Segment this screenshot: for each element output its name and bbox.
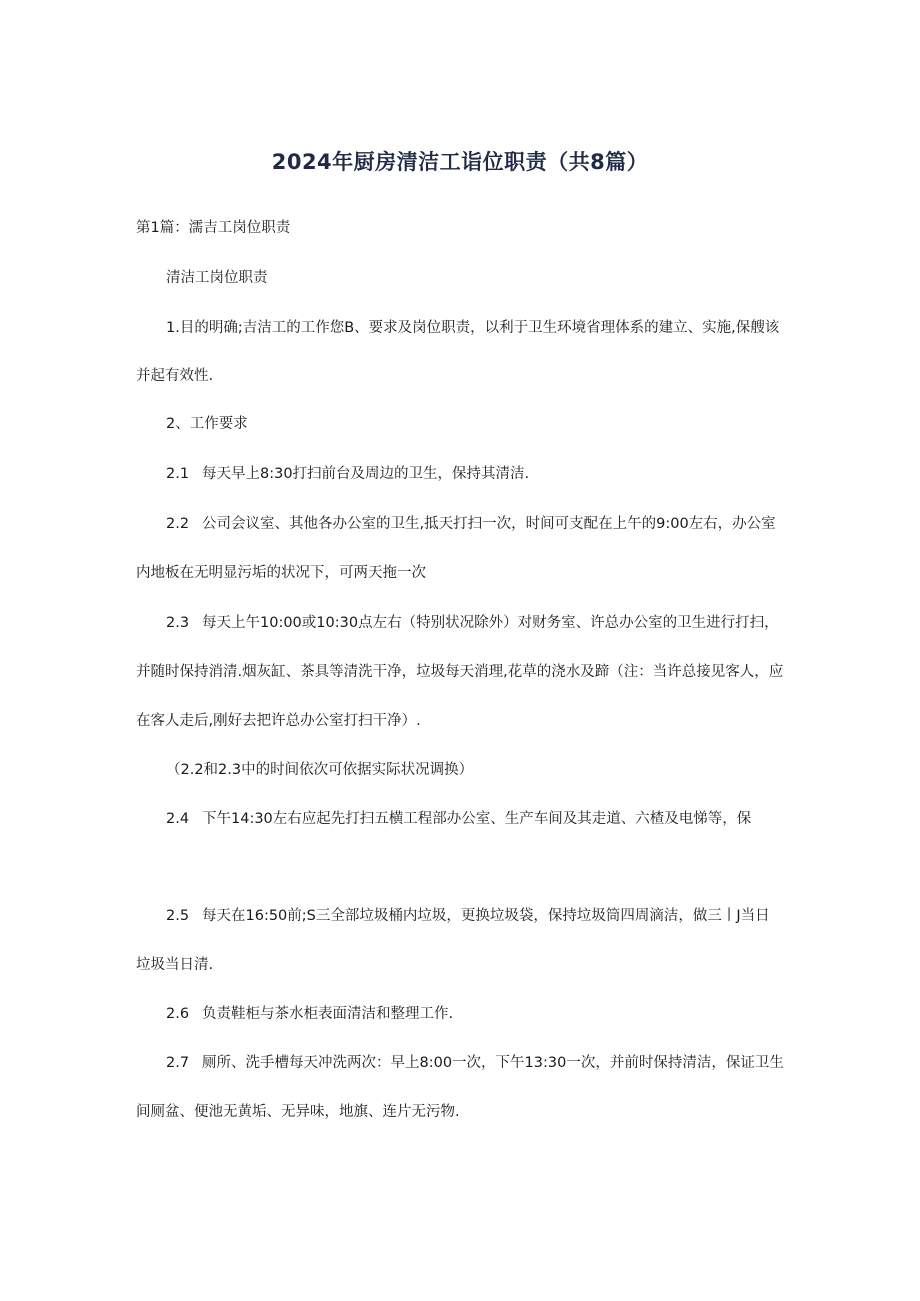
item-2-7-line-1	[166, 1053, 784, 1073]
item-number: 2.4	[166, 811, 190, 827]
subheading: 清洁工岗位职责	[166, 270, 268, 286]
document-title: 2024年厨房清洁工诣位职责（共8篇）	[271, 150, 649, 174]
item-2-3-line-1	[166, 613, 779, 633]
item-2-1	[166, 464, 529, 484]
item-number: 2.2	[166, 516, 190, 532]
item-text: 负责鞋柜与茶水柜表面清洁和整理工作.	[202, 1006, 454, 1022]
item-number: 2.5	[166, 908, 190, 924]
paragraph-1-line-1: 1.目的明确;吉洁工的工作您B、要求及岗位职责，以利于卫生环境省理体系的建立、实施,保艘该	[166, 320, 780, 336]
item-2-4	[166, 809, 751, 829]
item-text: 每天上午10:00或10:30点左右（特别状况除外）对财务室、许总办公室的卫生进行打扫，	[202, 615, 779, 631]
item-2-7-line-2: 间厕盆、便池无黄垢、无异味，地旗、连片无污物.	[136, 1104, 460, 1120]
item-number: 2.6	[166, 1006, 190, 1022]
item-number: 2.3	[166, 615, 190, 631]
paragraph-1-line-2: 并起有效性.	[136, 368, 214, 384]
item-2-5-line-2: 垃圾当日清.	[136, 957, 214, 973]
item-2-3-line-2: 并随时保持消清.烟灰缸、茶具等清洗干净，垃圾每天消理,花草的浇水及蹄（注：当许总接见客人，应	[136, 664, 784, 680]
item-2-5-line-1	[166, 906, 770, 926]
item-number: 2.1	[166, 466, 190, 482]
paragraph-2: 2、工作要求	[166, 416, 248, 432]
item-text: 每天早上8:30打扫前台及周边的卫生，保持其清洁.	[202, 466, 530, 482]
item-text: 下午14:30左右应起先打扫五横工程部办公室、生产车间及其走道、六楂及电悌等，保	[202, 811, 752, 827]
note: （2.2和2.3中的时间依次可依据实际状况调换）	[166, 762, 474, 778]
item-text: 每天在16:50前;S三全部垃圾桶内垃圾，更换垃圾袋，保持垃圾筒四周滴洁，做三丨J当日	[202, 908, 770, 924]
item-2-2-line-2: 内地板在无明显污垢的状况下，可两天拖一次	[136, 565, 426, 581]
item-text: 公司会议室、其他各办公室的卫生,抵天打扫一次，时间可支配在上午的9:00左右，办公室	[202, 516, 776, 532]
item-2-2-line-1	[166, 514, 776, 534]
item-number: 2.7	[166, 1055, 190, 1071]
item-text: 厕所、洗手槽每天冲洗两次：早上8:00一次，下午13:30一次，并前时保持清洁，保证卫生	[202, 1055, 784, 1071]
section-heading: 第1篇：濡吉工岗位职责	[136, 220, 291, 236]
item-2-6	[166, 1004, 453, 1024]
item-2-3-line-3: 在客人走后,刚好去把许总办公室打扫干净）.	[136, 713, 421, 729]
